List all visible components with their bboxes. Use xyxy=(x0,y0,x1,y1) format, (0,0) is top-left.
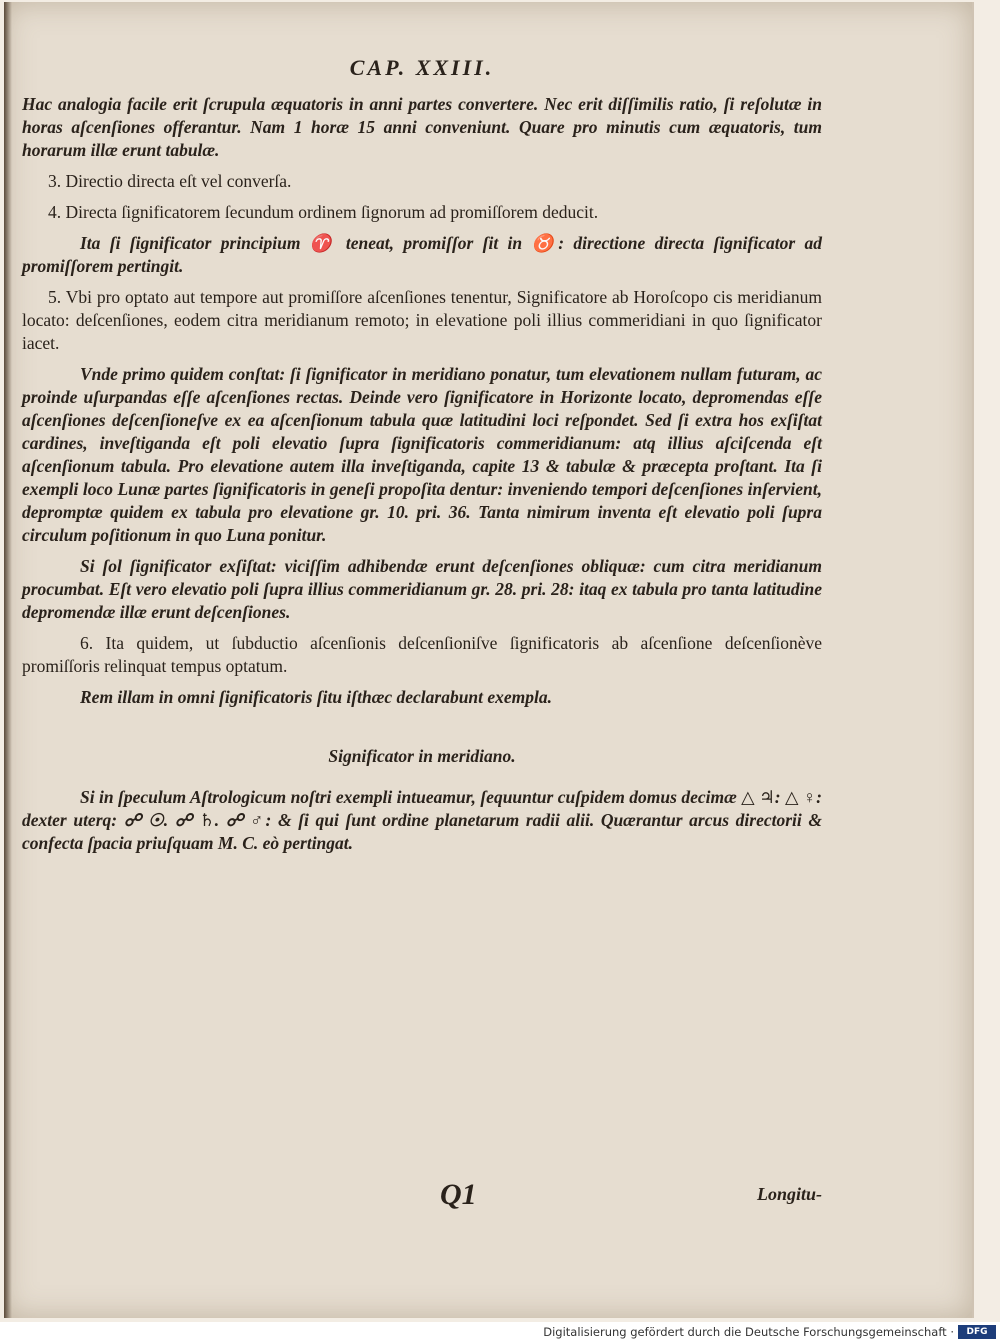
page-text xyxy=(22,56,822,863)
credit-text: Digitalisierung gefördert durch die Deutsche Forschungsgemeinschaft · xyxy=(543,1325,954,1339)
paragraph-5: 5. Vbi pro optato aut tempore aut promiſſore aſcenſiones tenentur, Significatore ab Horoſcopo cis meridianum locato: deſcenſiones, eodem citra meridianum remoto; in elevatione poli illius commeridiani in quo ſignificator iacet. xyxy=(22,287,822,353)
paragraph-6: Vnde primo quidem conſtat: ſi ſignificator in meridiano ponatur, tum elevationem nullam futuram, ac proinde uſurpandas eſſe aſcenſiones rectas. Deinde vero ſignificatore in Horizonte locato, depromendas eſſe aſcenſiones deſcenſioneſve ex ea aſcenſionum tabula quæ latitudini loci reſpondet. Sed ſi extra hos exſiſtat cardines, inveſtiganda eſt poli elevatio ſupra ſignificatoris commeridianum: atq illius aſciſcenda eſt aſcenſionum tabula. Pro elevatione autem illa inveſtiganda, capite 13 & tabulæ & præcepta proſtant. Ita ſi exempli loco Lunæ partes ſignificatoris in geneſi propoſita dentur: inveniendo tempori deſcenſiones inſervient, depromptæ quidem ex tabula pro elevatione gr. 10. pri. 36. Tanta nimirum inventa eſt elevatio poli ſupra circulum poſitionum in quo Luna ponitur. xyxy=(22,364,822,545)
paragraph-8: 6. Ita quidem, ut ſubductio aſcenſionis deſcenſioniſve ſignificatoris ab aſcenſione deſcenſionève promiſſoris relinquat tempus optatum. xyxy=(22,633,822,676)
final-paragraph: Si in ſpeculum Aſtrologicum noſtri exempli intueamur, ſequuntur cuſpidem domus decimæ △ ♃: △ ♀: dexter uterq: ☍ ☉. ☍ ♄. ☍ ♂: & ſi qui ſunt ordine planetarum radii alii. Quærantur arcus directorii & confecta ſpacia priuſquam M. C. eò pertingat. xyxy=(22,787,822,853)
digitization-credit xyxy=(0,1322,1000,1342)
catchword: Longitu- xyxy=(756,1184,822,1204)
signature-mark: Q1 xyxy=(440,1178,477,1211)
paragraph-3: 4. Directa ſignificatorem ſecundum ordinem ſignorum ad promiſſorem deducit. xyxy=(48,202,599,222)
paragraph-9: Rem illam in omni ſignificatoris ſitu iſthæc declarabunt exempla. xyxy=(80,687,553,707)
chapter-heading: CAP. XXIII. xyxy=(349,55,495,80)
page-binding-shadow xyxy=(4,2,12,1318)
paragraph-1: Hac analogia facile erit ſcrupula æquatoris in anni partes convertere. Nec erit diſſimilis ratio, ſi reſolutæ in horas aſcenſiones offerantur. Nam 1 horæ 15 anni conveniunt. Quare pro minutis cum æquatoris, tum horarum illæ erunt tabulæ. xyxy=(22,94,822,160)
page-footer xyxy=(22,1178,822,1218)
paragraph-2: 3. Directio directa eſt vel converſa. xyxy=(48,171,292,191)
dfg-logo[interactable]: DFG xyxy=(958,1325,996,1339)
paragraph-7: Si ſol ſignificator exſiſtat: viciſſim adhibendæ erunt deſcenſiones obliquæ: cum citra meridianum procumbat. Eſt vero elevatio poli ſupra illius commeridianum gr. 28. pri. 28: itaq ex tabula pro tanta latitudine depromendæ illæ erunt deſcenſiones. xyxy=(22,556,822,622)
paragraph-4: Ita ſi ſignificator principium ♈ teneat, promiſſor ſit in ♉: directione directa ſignificator ad promiſſorem pertingit. xyxy=(22,233,822,276)
section-subheading: Significator in meridiano. xyxy=(328,746,516,766)
